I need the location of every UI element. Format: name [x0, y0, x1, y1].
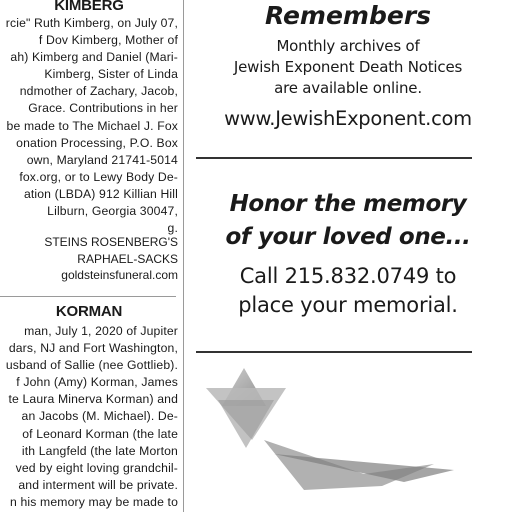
star-of-david-icon: [204, 362, 464, 502]
ad-divider-top: [196, 157, 472, 159]
obituary-line: onation Processing, P.O. Box: [16, 135, 178, 150]
archive-line: Monthly archives of: [276, 37, 420, 55]
obituary-line: f John (Amy) Korman, James: [16, 375, 178, 390]
ad-heading: Remembers: [264, 1, 432, 30]
obituary-line: rcie" Ruth Kimberg, on July 07,: [5, 16, 178, 30]
obituary-text-korman: [0, 323, 178, 511]
obituary-line: of Leonard Korman (the late: [22, 426, 178, 441]
obituary-line: own, Maryland 21741-5014: [26, 152, 178, 167]
obituary-line: usband of Sallie (nee Gottlieb).: [5, 358, 178, 373]
website-link[interactable]: www.JewishExponent.com: [224, 107, 472, 130]
obituary-line: ation (LBDA) 912 Killian Hill: [23, 186, 178, 201]
obituary-line: g.: [167, 221, 178, 236]
honor-line: of your loved one...: [225, 224, 471, 250]
obituary-line: f Dov Kimberg, Mother of: [38, 33, 178, 48]
obituary-name-kimberg: KIMBERG: [54, 0, 124, 14]
call-line: Call 215.832.0749 to: [239, 264, 457, 288]
call-to-action: [184, 262, 512, 320]
obituary-text-kimberg: [0, 15, 178, 237]
obituary-line: fox.org, or to Lewy Body De-: [19, 169, 178, 184]
obituary-line: Kimberg, Sister of Linda: [44, 67, 178, 82]
obituary-line: and interment will be private.: [18, 477, 178, 492]
obituary-line: Lilburn, Georgia 30047,: [47, 204, 178, 219]
obituary-divider: [0, 296, 176, 297]
obituary-line: Grace. Contributions in her: [28, 101, 178, 116]
memorial-ad: [184, 0, 512, 512]
obituary-line: ndmother of Zachary, Jacob,: [19, 84, 178, 99]
call-line: place your memorial.: [238, 293, 458, 317]
ad-divider-bottom: [196, 351, 472, 353]
obituary-name-korman: KORMAN: [55, 303, 123, 320]
archive-notice: [184, 36, 512, 99]
archive-line: Jewish Exponent Death Notices: [233, 58, 463, 76]
obituary-line: ith Langfeld (the late Morton: [21, 443, 178, 458]
obituary-line: n his memory may be made to: [10, 494, 178, 509]
obituary-line: an Jacobs (M. Michael). De-: [21, 409, 178, 424]
honor-line: Honor the memory: [229, 191, 467, 217]
funeral-home: [0, 234, 178, 284]
obituaries-column: [0, 0, 178, 512]
obituary-line: ah) Kimberg and Daniel (Mari-: [10, 50, 178, 65]
funeral-home-line: RAPHAEL-SACKS: [77, 251, 178, 266]
obituary-line: man, July 1, 2020 of Jupiter: [24, 324, 178, 338]
honor-memory-headline: [184, 188, 512, 254]
obituary-line: te Laura Minerva Korman) and: [8, 392, 178, 407]
obituary-line: be made to The Michael J. Fox: [6, 118, 178, 133]
obituary-line: dars, NJ and Fort Washington,: [8, 341, 178, 356]
funeral-home-line: STEINS ROSENBERG'S: [44, 235, 178, 249]
archive-line: are available online.: [274, 79, 422, 97]
obituary-line: ved by eight loving grandchil-: [15, 460, 178, 475]
funeral-home-line: goldsteinsfuneral.com: [61, 268, 178, 282]
